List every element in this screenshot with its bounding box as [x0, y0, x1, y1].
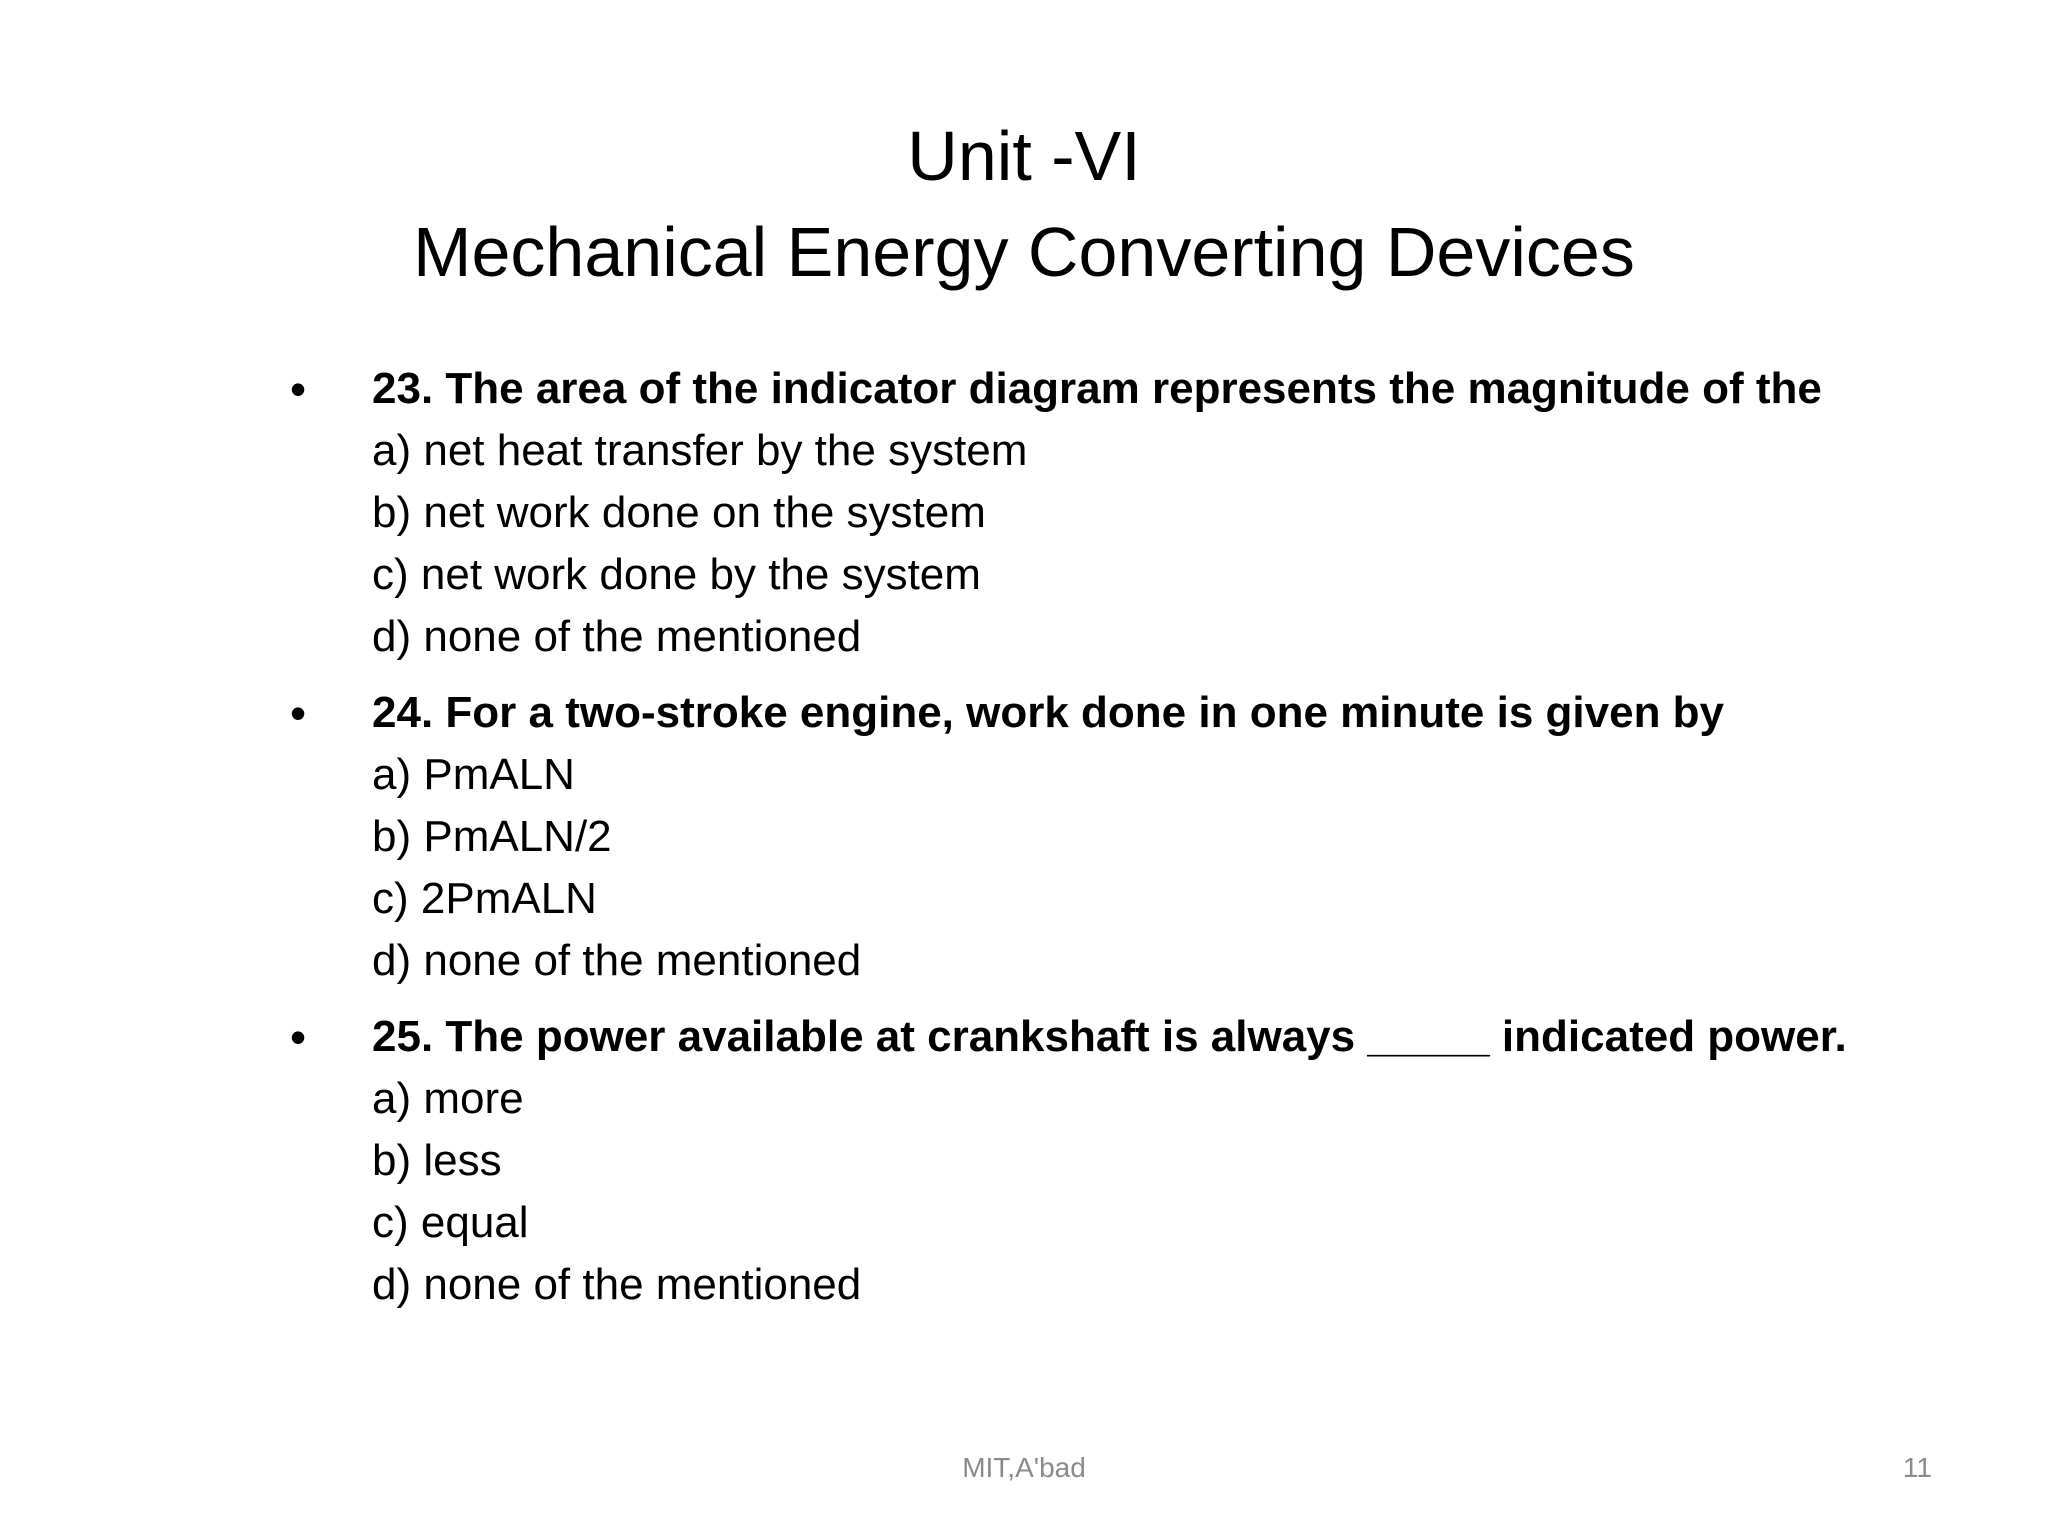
- option-d: d) none of the mentioned: [372, 612, 862, 661]
- option-d: d) none of the mentioned: [372, 936, 862, 985]
- title-line-2: Mechanical Energy Converting Devices: [413, 213, 1635, 291]
- option-c: c) equal: [372, 1198, 529, 1247]
- question-25: [290, 1006, 1990, 1316]
- question-text: 25. The power available at crankshaft is always _____ indicated power.: [372, 1012, 1847, 1061]
- option-a: a) more: [372, 1074, 524, 1123]
- page-number: 11: [1902, 1452, 1932, 1483]
- footer-text: MIT,A'bad: [962, 1452, 1086, 1483]
- option-a: a) net heat transfer by the system: [372, 426, 1028, 475]
- title-line-1: Unit -VI: [907, 117, 1141, 195]
- option-c: c) 2PmALN: [372, 874, 597, 923]
- bullet-icon: •: [290, 687, 307, 739]
- option-a: a) PmALN: [372, 750, 575, 799]
- slide-title: [0, 108, 2048, 300]
- option-b: b) net work done on the system: [372, 488, 986, 537]
- option-b: b) less: [372, 1136, 502, 1185]
- option-d: d) none of the mentioned: [372, 1260, 862, 1309]
- bullet-icon: •: [290, 1011, 307, 1063]
- question-list: [290, 358, 1990, 1330]
- question-text: 24. For a two-stroke engine, work done in one minute is given by: [372, 688, 1725, 737]
- option-c: c) net work done by the system: [372, 550, 981, 599]
- option-b: b) PmALN/2: [372, 812, 612, 861]
- bullet-icon: •: [290, 363, 307, 415]
- question-24: [290, 682, 1990, 992]
- question-23: [290, 358, 1990, 668]
- question-text: 23. The area of the indicator diagram represents the magnitude of the: [372, 364, 1822, 413]
